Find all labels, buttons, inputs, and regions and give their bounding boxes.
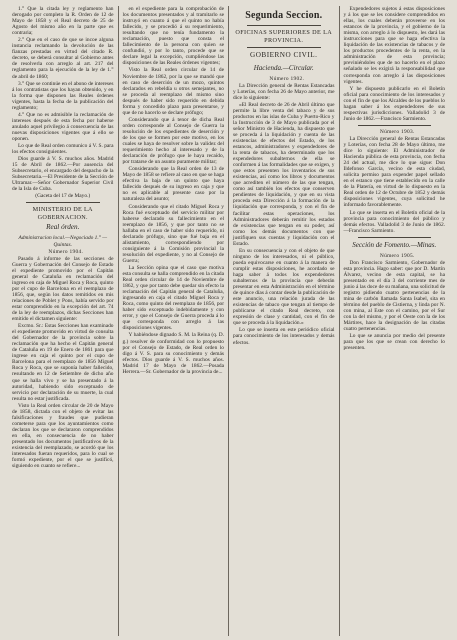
paragraph: Expendedores sujetos á estas disposiciones y á los que se les considere comprendidos en ellas, los cuales deberán proveerse en los estancos de la provincia, y el gobierno de la misma, con arreglo á lo dispuesto, les dará las instrucciones para que se haga efectiva la liquidación de las existencias de tabacos y de los productos procedentes de la renta, en la administración de esta provincia; previniéndoles que de no hacerlo en el plazo señalado se les exigirá la responsabilidad que corresponda con arreglo á las disposiciones vigentes. (343, 6, 445, 85)
divider (26, 202, 100, 203)
divider (247, 47, 321, 48)
paragraph: Visto la Real orden circular de 14 de Noviembre de 1862, por la que se mandó que en caso de deserción de un mozo, quintos declarados en rebeldía u otros semejantes, no se proceda al reemplazo del mismo sino después de haber sido requerido en debida forma y concedido plazo para presentarse, y que de no hacerlo se declare prófugo; (122, 67, 224, 116)
section-title: Segunda Seccion. (245, 10, 323, 21)
paragraph: Don Francisco Sarmiento, Gobernador de esta provincia. Hago saber: que por D. Martín Álvarez, vecino de esta capital, se ha presentado en el día 3 del corriente mes de junio á las doce de su mañana, una solicitud de registro pidiendo cuatro pertenencias de la mina de carbón llamada Santa Isabel, sita en término del pueblo de Cistierna, y linda por N. con mina, al Este con el camino, por el Sur con la del mismo, y por el Oeste con la de los Mártires, hace la designación de las citadas cuatro pertenencias. (343, 259, 445, 333)
column-1 (10, 6, 118, 636)
numero-1903: Número 1903. (379, 128, 415, 135)
paragraph: En su consecuencia y con el objeto de que ninguno de los interesados, ni el público, pueda equivocarse en cuanto á la manera de cumplir estas disposiciones, he acordado se haga saber á todos los expendedores subalternos de la provincia que deberán presentar en esta Administración en el término de quince días á contar desde la publicación de este anuncio, una relación jurada de las existencias de tabaco que tengan al tiempo de publicarse el citado Real decreto, con expresión de clase y cantidad, con el fin de que se proceda á la liquidación.» (233, 247, 335, 327)
paragraph: Lo que se anuncia por medio del presente para que los que se crean con derecho lo presenten. (343, 333, 445, 352)
paragraph: Considerando que el citado Miguel Roca y Roca fué exceptuado del servicio militar por haberse declarado su fallecimiento en el reemplazo de 1856, y que por tanto no se hallaba en el caso de haber sido requerido, ni declarado prófugo, sino que fué baja en el alistamiento, correspondiendo por consiguiente á la Comisión provincial la resolución del expediente, y no al Consejo de Guerra; (122, 203, 224, 264)
paragraph: La Dirección general de Rentas Estancadas y Loterías, con fecha 26 de Mayo anterior, me dice lo siguiente: (233, 82, 335, 101)
orden-heading: Real órden. (46, 223, 80, 232)
column-4 (339, 6, 450, 636)
paragraph: Excmo. Sr.: Estas Secciones han examinado el expediente promovido en virtud de consulta del Gobernador de la provincia sobre la reclamación que ha hecho el Capitán general de Cataluña en 19 de Enero de 1861 para que ingrese en caja el quinto por el cupo de Barcelona para el reemplazo de 1856 Miguel Roca y Roca, que se suponía haber fallecido, resultando en 12 de Setiembre de dicho año que se halla vivo y se ha presentado á la autoridad, habiendo sido exceptuado de servicio por declaración de su muerte, la cual resulta no estar justificada. (12, 323, 114, 402)
offices-heading: OFICINAS SUPERIORES DE LA PROVINCIA. (235, 29, 333, 44)
fomento-heading: Sección de Fomento.—Minas. (352, 240, 437, 249)
paragraph: Considerando que á tenor de dicha Real orden corresponde al Consejo de Guerra la resolución de los expedientes de deserción y de los que se formen por este motivo, en los cuales se haya de resolver sobre la validez del requerimiento hecho al interesado y de la declaración de prófugo que le haya recaído, por tratarse de un asunto puramente militar; (122, 116, 224, 166)
paragraph: Dios guarde á V. S. muchos años. Madrid 15 de Abril de 1862.—Por ausencia del Subsecretario, el encargado del despacho de la Subsecretaria.—El Presidente de la Sección de Ultramar.—Señor Gobernador Superior Civil de la Isla de Cuba. (12, 156, 114, 193)
paragraph: La Dirección general de Rentas Estancadas y Loterías, con fecha 28 de Mayo último, me dice lo siguiente: El Administrador de Hacienda pública de esta provincia, con fecha 24 del actual, me dice lo que sigue: Don Ildefonso García, vecino de esta ciudad, solicita permiso para expender papel sellado en el estanco que tiene establecido en la calle de la Platería, en virtud de lo dispuesto en la Real orden de 12 de Octubre de 1852 y demás disposiciones vigentes, cuya solicitud he informado favorablemente. (343, 135, 445, 209)
column-3 (228, 6, 339, 636)
ministry-heading: MINISTERIO DE LA GOBERNACION. (32, 206, 93, 221)
paragraph: «El Real decreto de 26 de Abril último que permite la libre venta del tabaco y de sus productos en las islas de Cuba y Puerto-Rico y la Instrucción de 3 de Mayo publicada por el señor Ministro de Hacienda, ha dispuesto que se proceda á la liquidación y cuenta de las existencias de efectos del Estado, de los estancos, administradores y expendedores de la renta de tabacos, ha determinado que los expendedores subalternos de ella se conformen á las formalidades que se exigen, y que estos presenten los inventarios de sus existencias, así como los libros y documentos que acrediten el número de las que tengan, como así también los efectos que conserven pendientes de liquidación, y que en su vista proceda esta Dirección á la formación de la liquidación que corresponda, y con el fin de facilitar estas operaciones, los Administradores deberán remitir los estados de existencias que tengan en su poder, así como los demás documentos con que justifiquen sus cuentas y liquidación con el Estado. (233, 101, 335, 247)
paragraph: Considerando que la Real orden de 13 de Mayo de 1858 se refiere al caso en que se haga efectiva la baja de un quinto que haya fallecido después de su ingreso en caja y que no es aplicable al presente caso por la naturaleza del asunto; (122, 166, 224, 203)
column-2 (118, 6, 229, 636)
paragraph: Lo que se inserta en el Boletín oficial de la provincia para conocimiento del público y demás efectos. Valladolid 3 de Junio de 1862.—Francisco Sarmiento. (343, 209, 445, 234)
paragraph: 1.° Que la citada ley y reglamento han derogado por completo la R. Orden de 12 de Mayo de 1858 y el Real decreto de 25 de Agosto del mismo año en la parte que es contraria; (12, 6, 114, 37)
admin-line: Administracion local.—Negociado 1.° —Quintas. (18, 235, 108, 248)
paragraph: Y habiéndose dignado S. M. la Reina (q. D. g.) resolver de conformidad con lo propuesto por el Consejo de Estado, de Real orden lo digo á V. S. para su conocimiento y demás efectos. Dios guarde á V. S. muchos años. Madrid 17 de Mayo de 1862.—Posada Herrera.—Sr. Gobernador de la provincia de... (122, 332, 224, 375)
paragraph: Lo que de Real orden comunico á V. S. para los efectos consiguientes. (12, 143, 114, 156)
numero-1902: Número 1902. (269, 75, 305, 82)
hacienda-heading: Hacienda.—Circular. (253, 63, 314, 72)
paragraph: Lo que se inserta en este periódico oficial para conocimiento de los interesados y demás efectos. (233, 327, 335, 346)
paragraph: en el expediente para la comprobación de los documentos presentados y al tramitarlo se instruyó en cuanto á que el quinto no había fallecido, y se procedió á su requerimiento, resultando que no tenía fundamento la reclamación, puesto que consta el fallecimiento de la persona con quien se confundió, y por lo tanto, procede que se declare legal la excepción, cumpliéndose las disposiciones de las Reales órdenes vigentes; (122, 6, 224, 67)
paragraph: Pasado á informe de las secciones de Guerra y Gobernación del Consejo de Estado el expediente promovido por el Capitán general de Cataluña en reclamación del ingreso en caja de Miguel Roca y Roca, quinto por el cupo de Barcelona en el reemplazo de 1856, que, según los datos remitidos en mis relaciones de Poblet y Pons, había servido por estar comprendido en la excepción del art. 74 de la ley de reemplazos, dichas Secciones han emitido el dictamen siguiente: (12, 255, 114, 323)
numero-1904: Número 1904. (48, 248, 84, 255)
paragraph: La Sección opina que el caso que motiva esta consulta se halla comprendido en la citada Real orden circular de 14 de Noviembre de 1862, y que por tanto debe quedar sin efecto la reclamación del Capitán general de Cataluña, ingresando en caja el citado Miguel Roca y Roca, como quinto del reemplazo de 1856, por haber sido exceptuado indebidamente y con error, y que el Consejo de Guerra proceda á lo que corresponda con arreglo á las disposiciones vigentes. (122, 264, 224, 332)
gobierno-heading: GOBIERNO CIVIL. (250, 51, 318, 59)
divider (358, 125, 432, 126)
numero-1905: Número 1905. (379, 252, 415, 259)
gazette-date: (Gaceta del 17 de Mayo.) (35, 193, 91, 200)
paragraph: 3.° Que se continúe en el abono de intereses á los contratistas que los hayan obtenido, y en la forma que disponen las Reales órdenes vigentes, hasta la fecha de la publicación del reglamento; (12, 80, 114, 111)
paragraph: 4.° Que no es admisible la reclamación de intereses después de esta fecha por haberse anulado aquel privilegio á consecuencia de las nuevas disposiciones vigentes que á ello se oponen. (12, 111, 114, 142)
columns (10, 6, 449, 636)
divider (358, 237, 432, 238)
divider (247, 25, 321, 26)
paragraph: 2.° Que en el caso de que se incoe alguna instancia reclamando la devolución de las fianzas prestadas en virtud del citado R. decreto, se deberá consultar al Gobierno antes de resolverla con arreglo al art. 217 del reglamento para la ejecución de la ley de 1.° de abril de 1860; (12, 37, 114, 80)
paragraph: Y he dispuesto publicarlo en el Boletín oficial para conocimiento de los interesados y con el fin de que los Alcaldes de los pueblos lo hagan saber á los expendedores de sus respectivas jurisdicciones. Valladolid 3 de Junio de 1862.—Francisco Sarmiento. (343, 85, 445, 122)
paragraph: Visto la Real orden circular de 20 de Mayo de 1858, dictada con el objeto de evitar las falsificaciones y fraudes que pudieran cometerse para que los ayuntamientos como declaran los que se declararon comprendidos en ella, en consecuencia de no haber presentado los documentos justificativos de la existencia del reemplazado, se acordó que los interesados fueran requeridos, para lo cual se formó expediente, por el que se justificó, siguiendo en cuanto se refiere... (12, 402, 114, 470)
